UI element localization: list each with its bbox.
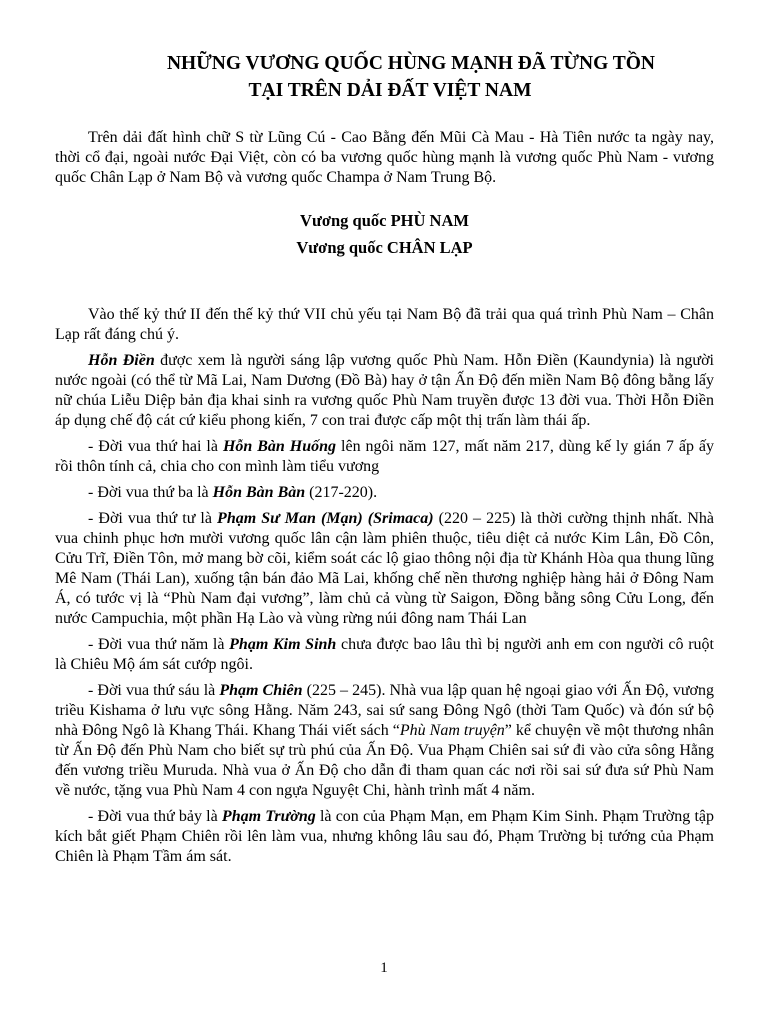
paragraph-hon-dien (55, 351, 714, 431)
king-name: Hỗn Bàn Huống (222, 438, 337, 455)
book-title: Phù Nam truyện (399, 722, 505, 739)
section-heading-phu-nam: Vương quốc PHÙ NAM (300, 211, 469, 230)
section-spacer (55, 261, 714, 305)
paragraph-king-4 (55, 509, 714, 629)
paragraph-prefix: - Đời vua thứ bảy là (88, 808, 222, 825)
king-name: Phạm Chiên (219, 682, 303, 699)
paragraph-king-7 (55, 807, 714, 867)
paragraph-prefix: - Đời vua thứ ba là (88, 484, 213, 501)
paragraph-overview: Vào thế kỷ thứ II đến thế kỷ thứ VII chủ yếu tại Nam Bộ đã trải qua quá trình Phù Nam – Chân Lạp rất đáng chú ý. (55, 306, 714, 343)
paragraph-text: ” kể chuyện về một thương nhân từ Ấn Độ đến Phù Nam cho biết sự trù phú của Ấn Độ. Vua Phạm Chiên sai sứ đi vào cửa sông Hằng đến vương triều Muruda. Nhà vua ở Ấn Độ cho dẫn đi tham quan các nơi rồi sai sứ đưa sứ Phù Nam về nước, tặng vua Phù Nam 4 con ngựa Nguyệt Chi, hành trình mất 4 năm. (55, 722, 715, 799)
paragraph-prefix: - Đời vua thứ hai là (88, 438, 223, 455)
paragraph-text: (217-220). (305, 484, 378, 501)
paragraph-text: lên ngôi năm 127, mất năm 217, dùng kế ly gián 7 ấp ấy rồi thôn tính cả, chia cho con mình làm tiểu vương (55, 438, 715, 475)
paragraph-king-6 (55, 681, 714, 801)
paragraph-prefix: - Đời vua thứ sáu là (88, 682, 220, 699)
king-name: Hỗn Điền (88, 352, 155, 369)
king-name: Phạm Trường (221, 808, 316, 825)
king-name: Phạm Sư Man (Mạn) (217, 510, 363, 527)
title-line-1: NHỮNG VƯƠNG QUỐC HÙNG MẠNH ĐÃ TỪNG TỒN (166, 53, 656, 74)
page-number: 1 (380, 960, 388, 976)
king-name: Hỗn Bàn Bàn (212, 484, 306, 501)
paragraph-king-2 (55, 437, 714, 477)
king-name: Phạm Kim Sinh (229, 636, 337, 653)
paragraph-text: (225 – 245). Nhà vua lập quan hệ ngoại giao với Ấn Độ, vương triều Kishama ở lưu vực sông Hằng. Năm 243, sai sứ sang Đông Ngô (thời Tam Quốc) và đón sứ bộ nhà Đông Ngô là Khang Thái. Khang Thái viết sách “ (55, 682, 715, 739)
paragraph-text: được xem là người sáng lập vương quốc Phù Nam. Hỗn Điền (Kaundynia) là người nước ngoài (có thể từ Mã Lai, Nam Dương (Đồ Bà) hay ở tận Ấn Độ đến miền Nam Bộ đông bằng lấy nữ chúa Liễu Diệp bản địa khai sinh ra vương quốc Phù Nam truyền được 13 đời vua. Thời Hỗn Điền áp dụng chế độ cát cứ kiểu phong kiến, 7 con trai được cấp một thị trấn làm thái ấp. (55, 352, 714, 429)
title-line-2: TẠI TRÊN DẢI ĐẤT VIỆT NAM (248, 80, 532, 101)
paragraph-text: là con của Phạm Mạn, em Phạm Kim Sinh. Phạm Trường tập kích bắt giết Phạm Chiên rồi lên làm vua, nhưng không lâu sau đó, Phạm Trường bị tướng của Phạm Chiên là Phạm Tầm ám sát. (55, 808, 715, 865)
paragraph-text: (220 – 225) là thời cường thịnh nhất. Nhà vua chinh phục hơn mười vương quốc lân cận làm phiên thuộc, tiêu diệt cả nước Kim Lân, Đồ Côn, Cửu Trĩ, Điền Tôn, mở mang bờ cõi, kiểm soát các lộ giao thông nội địa từ Khánh Hòa qua thung lũng Mê Nam (Thái Lan), xuống tận bán đảo Mã Lai, khống chế nền thương nghiệp hàng hải ở Đông Nam Á, có tước vị là “Phù Nam đại vương”, làm chủ cả vùng từ Saigon, Đồng bằng sông Cửu Long, đến nước Campuchia, một phần Hạ Lào và vùng rừng núi đông nam Thái Lan (55, 510, 715, 627)
section-heading-chan-lap: Vương quốc CHÂN LẠP (296, 238, 473, 257)
king-alias: (Srimaca) (362, 510, 434, 527)
paragraph-king-3 (55, 483, 714, 503)
intro-paragraph: Trên dải đất hình chữ S từ Lũng Cú - Cao Bằng đến Mũi Cà Mau - Hà Tiên nước ta ngày nay, thời cổ đại, ngoài nước Đại Việt, còn có ba vương quốc hùng mạnh là vương quốc Phù Nam - vương quốc Chân Lạp ở Nam Bộ và vương quốc Champa ở Nam Trung Bộ. (55, 129, 714, 186)
document-title (60, 50, 720, 104)
paragraph-text: chưa được bao lâu thì bị người anh em con người cô ruột là Chiêu Mộ ám sát cướp ngôi. (55, 636, 714, 673)
paragraph-prefix: - Đời vua thứ tư là (88, 510, 218, 527)
paragraph-prefix: - Đời vua thứ năm là (88, 636, 230, 653)
paragraph-king-5 (55, 635, 714, 675)
document-body (55, 128, 714, 873)
